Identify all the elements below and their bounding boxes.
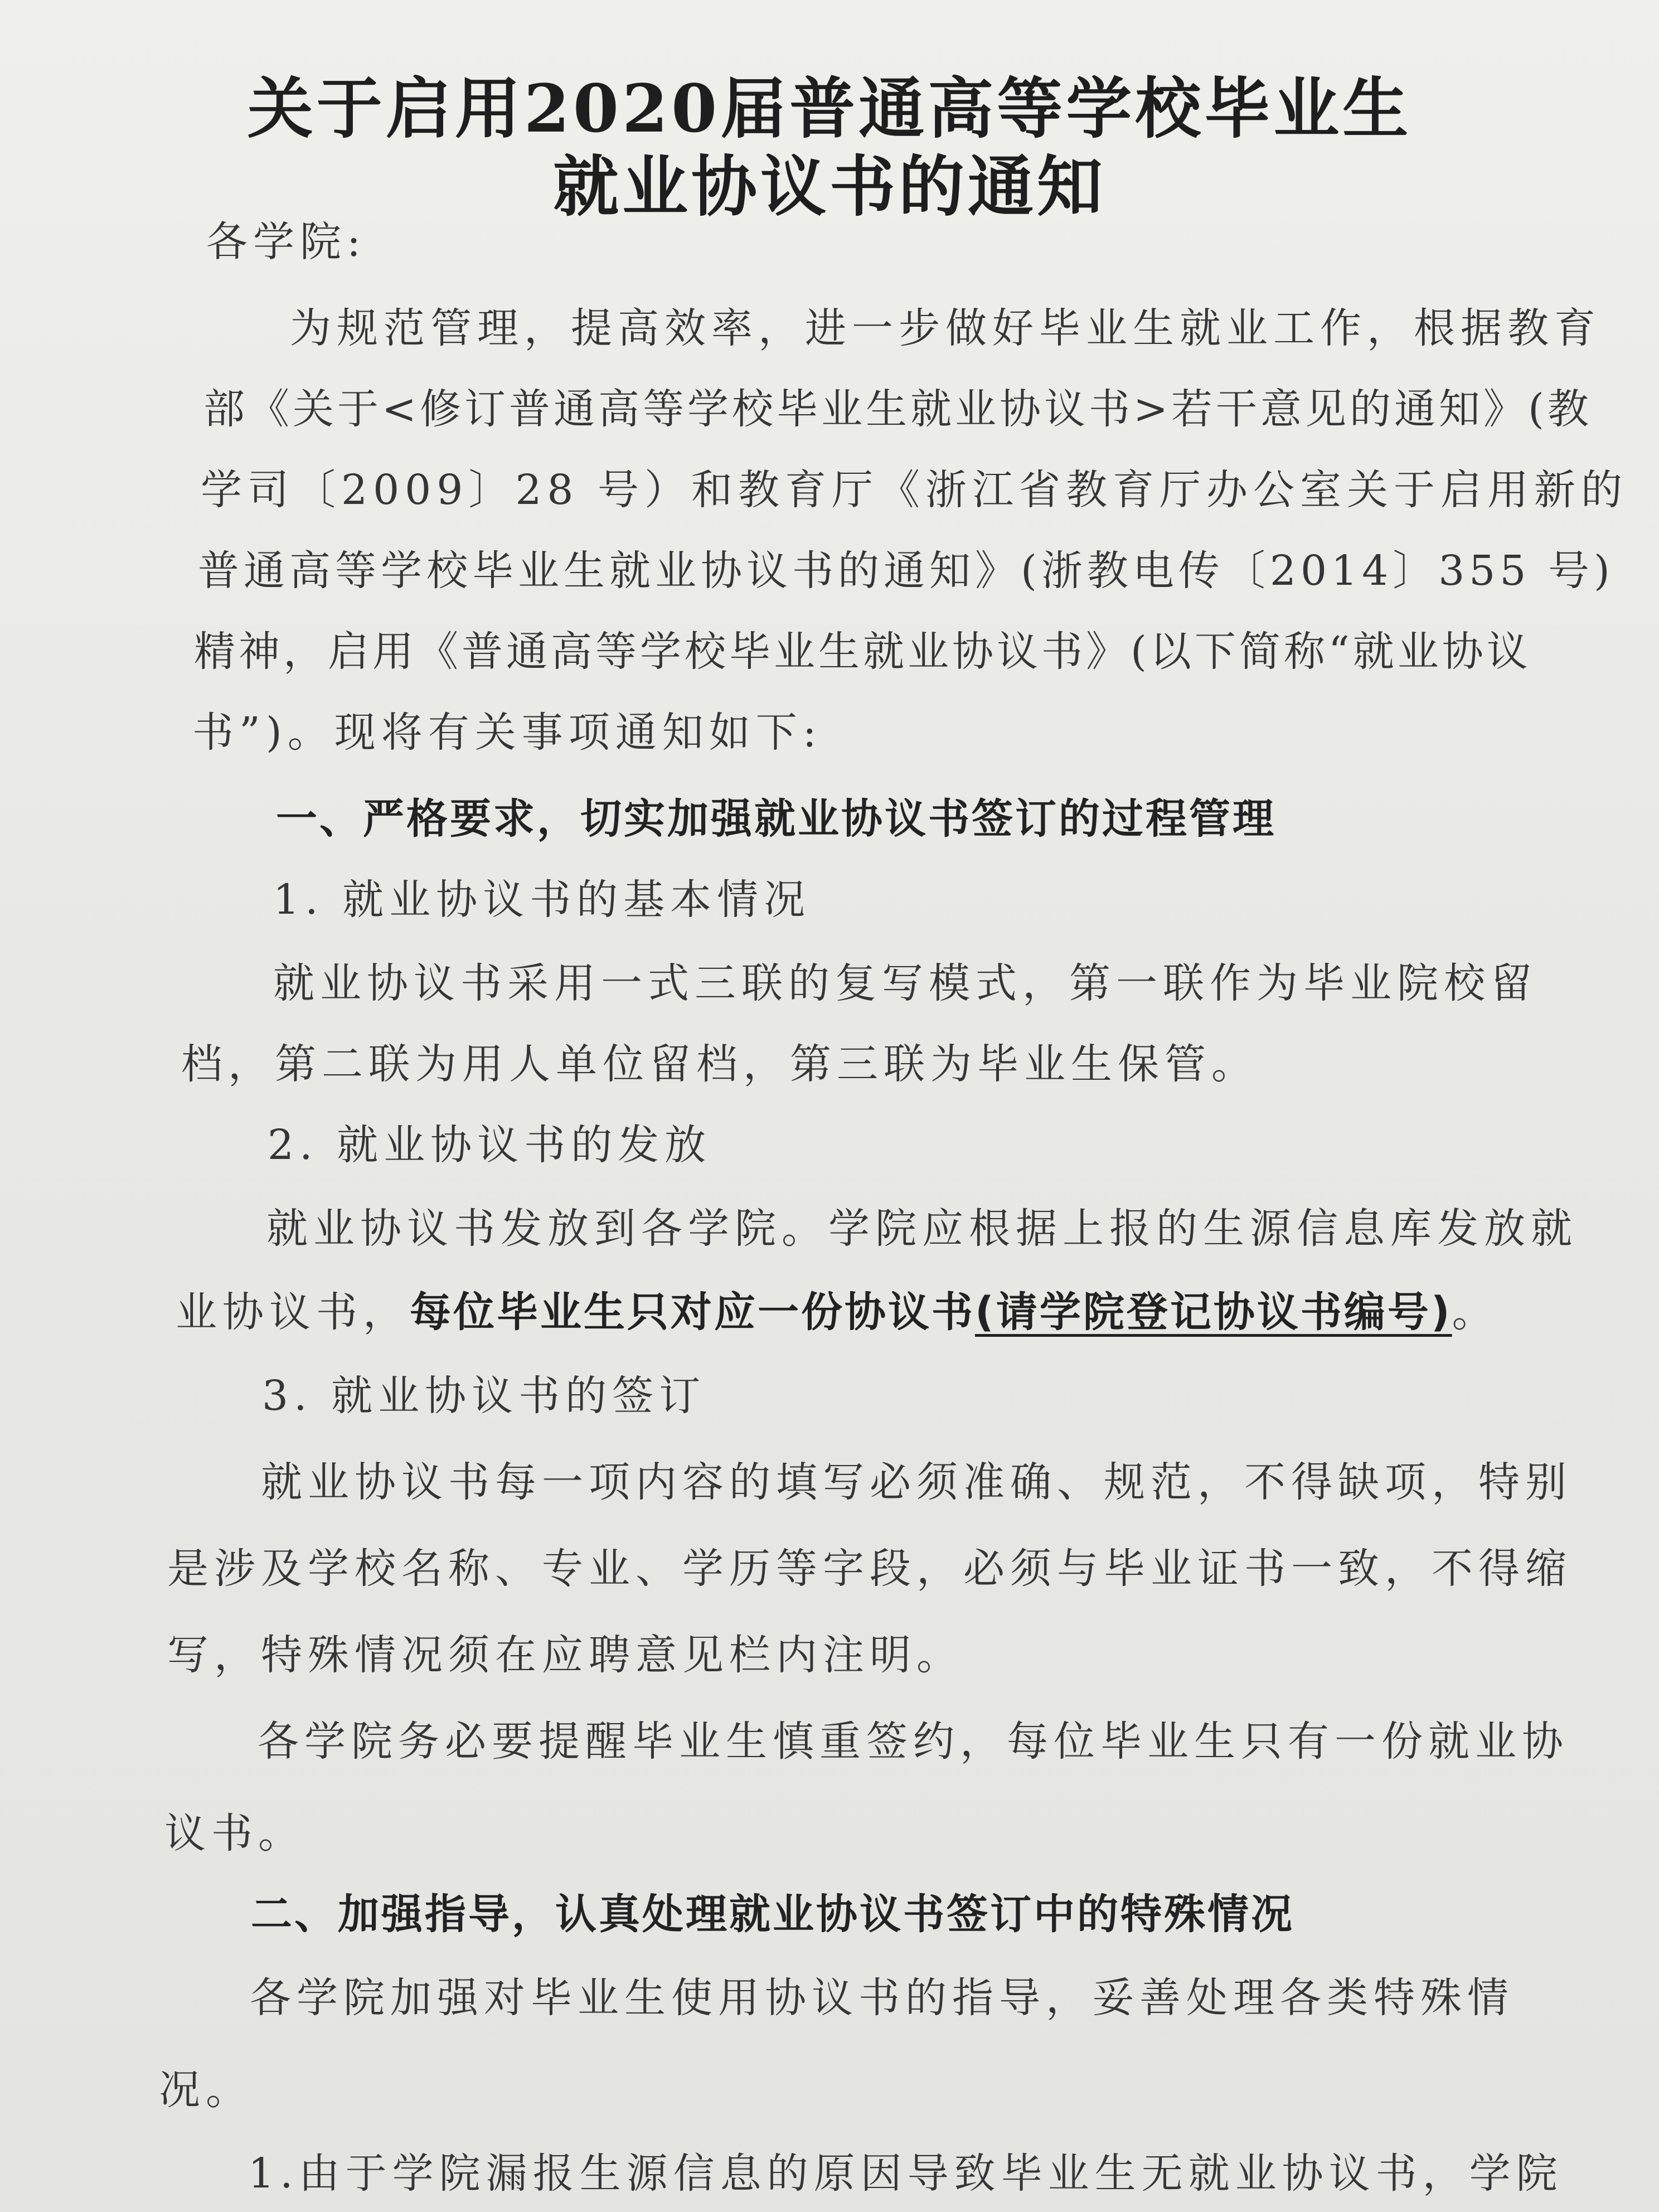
item-1-line-2: 档，第二联为用人单位留档，第三联为毕业生保管。 [181,1040,1258,1088]
item-3-line-5: 议书。 [164,1810,305,1857]
item-2-title: 2. 就业协议书的发放 [268,1121,712,1169]
section-2-line-1: 各学院加强对毕业生使用协议书的指导，妥善处理各类特殊情 [250,1974,1514,2022]
item-3-line-3: 写，特殊情况须在应聘意见栏内注明。 [167,1631,963,1679]
item-2-line-2 [176,1279,1499,1338]
item-1-title: 1. 就业协议书的基本情况 [273,876,811,924]
item-3-title: 3. 就业协议书的签订 [262,1372,706,1420]
document-title-line-2: 就业协议书的通知 [552,148,1106,225]
intro-line-3: 学司〔2009〕28 号）和教育厅《浙江省教育厅办公室关于启用新的 [201,466,1628,514]
item-2-line-2-underlined: (请学院登记协议书编号) [975,1288,1452,1336]
intro-line-4: 普通高等学校毕业生就业协议书的通知》(浙教电传〔2014〕355 号) [198,547,1614,595]
item-3-line-1: 就业协议书每一项内容的填写必须准确、规范，不得缺项，特别 [261,1458,1572,1506]
section-2-line-2: 况。 [159,2066,253,2114]
item-2-line-2-plain: 业协议书， [176,1288,410,1336]
item-3-line-4: 各学院务必要提醒毕业生慎重签约，每位毕业生只有一份就业协 [258,1718,1569,1765]
section-2-line-3: 1.由于学院漏报生源信息的原因导致毕业生无就业协议书，学院 [248,2150,1563,2198]
item-2-line-2-end: 。 [1452,1288,1499,1336]
document-title-line-1: 关于启用2020届普通高等学校毕业生 [247,70,1412,147]
item-2-line-2-bold: 每位毕业生只对应一份协议书 [410,1288,975,1336]
item-1-line-1: 就业协议书采用一式三联的复写模式，第一联作为毕业院校留 [273,959,1537,1007]
intro-line-5: 精神，启用《普通高等学校毕业生就业协议书》(以下简称“就业协议 [194,628,1531,676]
item-2-line-1: 就业协议书发放到各学院。学院应根据上报的生源信息库发放就 [266,1205,1578,1253]
item-3-line-2: 是涉及学校名称、专业、学历等字段，必须与毕业证书一致，不得缩 [167,1545,1572,1593]
section-2-heading: 二、加强指导，认真处理就业协议书签订中的特殊情况 [251,1890,1294,1938]
salutation: 各学院: [206,218,366,266]
intro-line-1: 为规范管理，提高效率，进一步做好毕业生就业工作，根据教育 [290,304,1601,352]
intro-line-6: 书”)。现将有关事项通知如下: [192,709,822,756]
section-1-heading: 一、严格要求，切实加强就业协议书签订的过程管理 [276,795,1276,843]
intro-line-2: 部《关于<修订普通高等学校毕业生就业协议书>若干意见的通知》(教 [203,385,1592,433]
